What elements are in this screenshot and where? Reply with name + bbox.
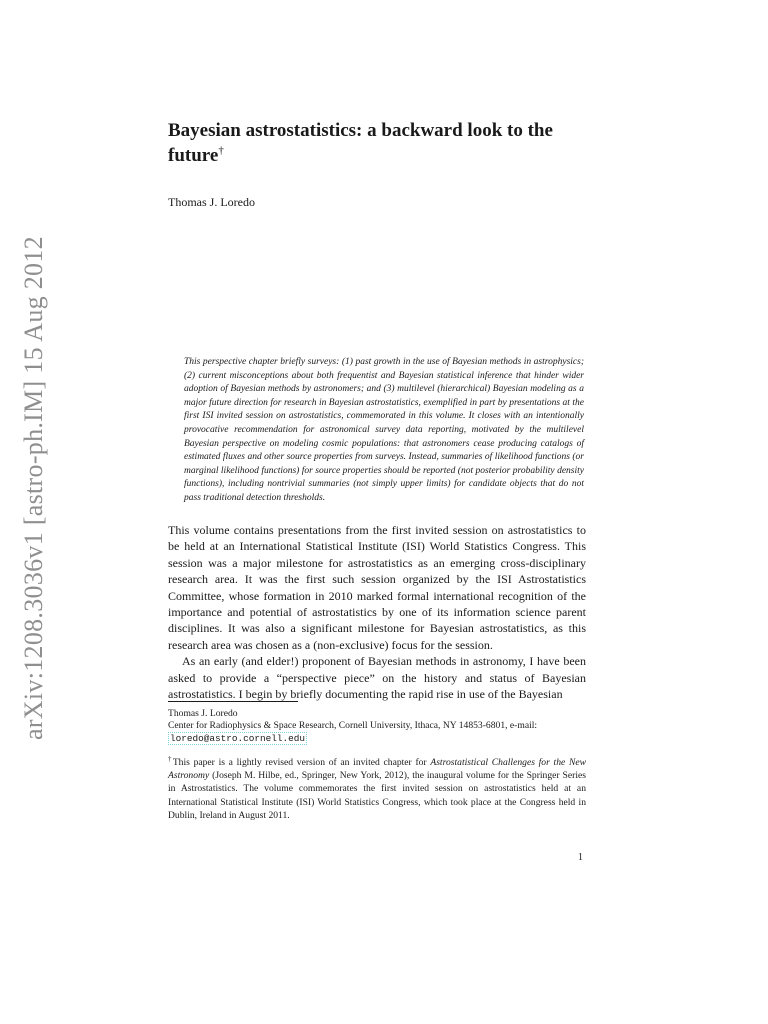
title-footnote [168, 756, 586, 822]
title-dagger-mark[interactable]: † [218, 144, 224, 157]
footnote-book-title: Astrostatistical Challenges for the New Astronomy [168, 757, 587, 782]
body-paragraph-1: This volume contains presentations from the first invited session on astrostatistics to be held at an International Statistical Institute (ISI) World Statistics Congress. This session was a major milestone for astrostatistics as an emerging cross-disciplinary research area. It was the first such session organized by the ISI Astrostatistics Committee, whose formation in 2010 marked formal international recognition of the importance and potential of astrostatistics by one of its information science parent disciplines. It was also a significant milestone for Bayesian astrostatistics, as this research area was chosen as a (non-exclusive) focus for the session. [168, 523, 586, 652]
body-text [168, 522, 586, 702]
affiliation-address: Center for Radiophysics & Space Research, Cornell University, Ithaca, NY 14853-6801, e-mail: [168, 720, 538, 732]
paper-title [168, 118, 608, 168]
affiliation-author-name: Thomas J. Loredo [168, 708, 238, 719]
author-name: Thomas J. Loredo [168, 195, 255, 209]
paper-title-text: Bayesian astrostatistics: a backward look to the future [168, 120, 553, 166]
footnote-divider [168, 701, 298, 702]
footnote-dagger-mark: † [168, 754, 173, 763]
page-number: 1 [578, 852, 583, 863]
footnote-text-end: (Joseph M. Hilbe, ed., Springer, New York, 2012), the inaugural volume for the Springer Series in Astrostatistics. The volume commemorates the first invited session on astrostatistics held at an International Statistical Institute (ISI) World Statistics Congress, which took place at the Congress held in Dublin, Ireland in August 2011. [168, 770, 586, 821]
author-affiliation [168, 708, 586, 745]
body-paragraph-2: As an early (and elder!) proponent of Bayesian methods in astronomy, I have been asked to provide a “perspective piece” on the history and status of Bayesian astrostatistics. I begin by briefly documenting the rapid rise in use of the Bayesian [168, 654, 586, 702]
arxiv-identifier-stamp[interactable]: arXiv:1208.3036v1 [astro-ph.IM] 15 Aug 2012 [19, 236, 48, 740]
author-email-link[interactable]: loredo@astro.cornell.edu [170, 732, 306, 744]
abstract: This perspective chapter briefly surveys: (1) past growth in the use of Bayesian methods in astrophysics; (2) current misconceptions about both frequentist and Bayesian statistical inference that hinder wider adoption of Bayesian methods by astronomers; and (3) multilevel (hierarchical) Bayesian modeling as a major future direction for research in Bayesian astrostatistics, exemplified in part by presentations at the first ISI invited session on astrostatistics, commemorated in this volume. It closes with an intentionally provocative recommendation for astronomical survey data reporting, motivated by the multilevel Bayesian perspective on modeling cosmic populations: that astronomers cease producing catalogs of estimated fluxes and other source properties from surveys. Instead, summaries of likelihood functions (or marginal likelihood functions) for source properties should be reported (not posterior probability density functions), including nontrivial summaries (not simply upper limits) for candidate objects that do not pass traditional detection thresholds. [184, 357, 584, 503]
footnote-text-start: This paper is a lightly revised version of an invited chapter for [172, 757, 431, 768]
